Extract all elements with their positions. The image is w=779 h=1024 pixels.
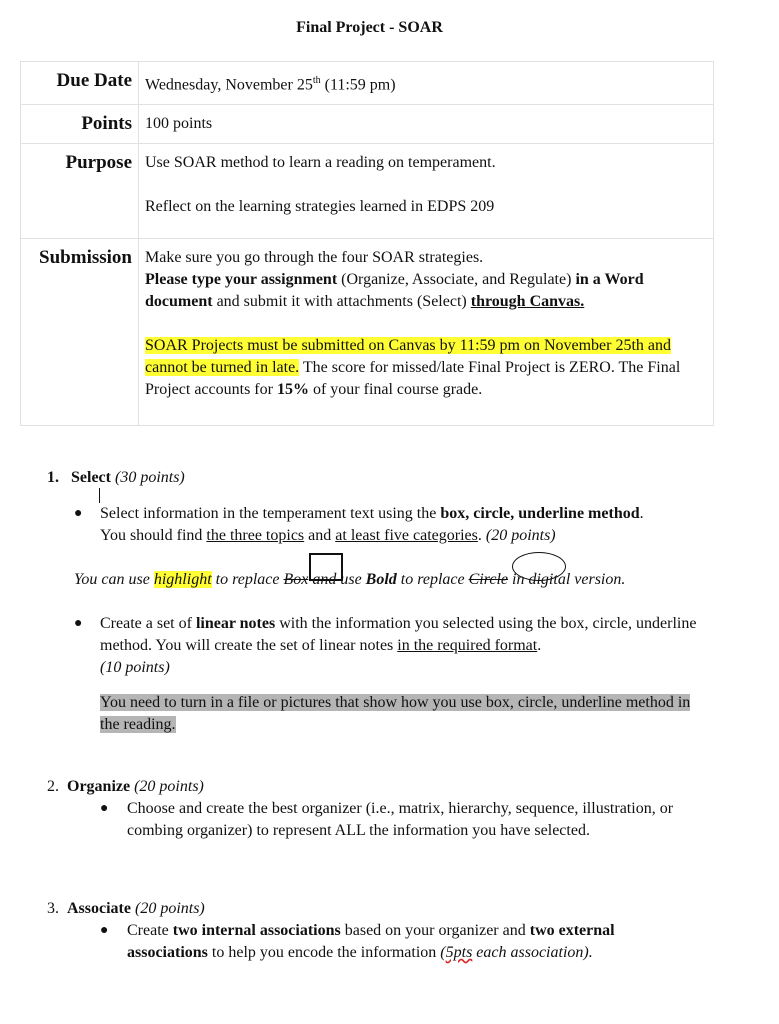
purpose-row <box>21 144 714 239</box>
submission-row <box>21 239 714 426</box>
points-row <box>21 105 714 144</box>
submission-line-1: Make sure you go through the four SOAR strategies. <box>145 249 484 267</box>
submission-value <box>139 239 714 426</box>
points-value: 100 points <box>139 105 714 144</box>
text-cursor <box>99 488 100 503</box>
select-note <box>100 692 700 736</box>
gray-highlight-note: You need to turn in a file or pictures that show how you use box, circle, underline method in the reading. <box>100 694 691 733</box>
bullet-icon: ● <box>100 923 109 938</box>
purpose-line-1: Use SOAR method to learn a reading on temperament. <box>145 154 496 172</box>
due-date-row <box>21 62 714 105</box>
select-bullet-1: Select information in the temperament text using the box, circle, underline method. You should find the three topics and at least five categories. (20 points) <box>100 505 644 544</box>
bullet-icon: ● <box>74 616 83 631</box>
purpose-line-2: Reflect on the learning strategies learned in EDPS 209 <box>145 198 495 216</box>
submission-label: Submission <box>21 239 139 426</box>
submission-deadline-text: SOAR Projects must be submitted on Canvas by 11:59 pm on November 25th and cannot be turned in late. The score for missed/late Final Project is ZERO. The Final Project accounts for 15% of your final course grade. <box>145 337 681 399</box>
associate-bullet-1: Create two internal associations based on your organizer and two external associations to help you encode the information (5pts each association). <box>127 922 615 961</box>
select-bullet-2: Create a set of linear notes with the information you selected using the box, circle, underline method. You will create the set of linear notes in the required format. (10 points) <box>100 615 697 676</box>
assignment-info-table <box>20 61 714 426</box>
section-organize-heading: 2. Organize (20 points) <box>47 778 204 795</box>
due-date-label: Due Date <box>21 62 139 105</box>
deadline-highlight: SOAR Projects must be submitted on Canvas by 11:59 pm on November 25th and cannot be turned in late. <box>145 337 672 377</box>
purpose-value <box>139 144 714 239</box>
points-label: Points <box>21 105 139 144</box>
digital-version-hint: You can use highlight to replace Box and use Bold to replace Circle in digital version. <box>74 571 626 588</box>
submission-line-2: Please type your assignment (Organize, Associate, and Regulate) in a Word document and submit it with attachments (Select) through Canvas. <box>145 271 644 311</box>
box-shape-icon <box>309 553 343 581</box>
organize-bullet-1: Choose and create the best organizer (i.e., matrix, hierarchy, sequence, illustration, or combing organizer) to represent ALL the information you have selected. <box>127 800 674 839</box>
page-title: Final Project - SOAR <box>296 19 443 36</box>
canvas-link: through Canvas. <box>470 293 585 311</box>
circle-shape-icon <box>512 552 566 581</box>
section-select-heading: 1. Select (30 points) <box>47 469 185 486</box>
section-associate-heading: 3. Associate (20 points) <box>47 900 205 917</box>
bullet-icon: ● <box>100 801 109 816</box>
bullet-icon: ● <box>74 506 83 521</box>
due-date-value: Wednesday, November 25th (11:59 pm) <box>139 62 714 105</box>
purpose-label: Purpose <box>21 144 139 239</box>
